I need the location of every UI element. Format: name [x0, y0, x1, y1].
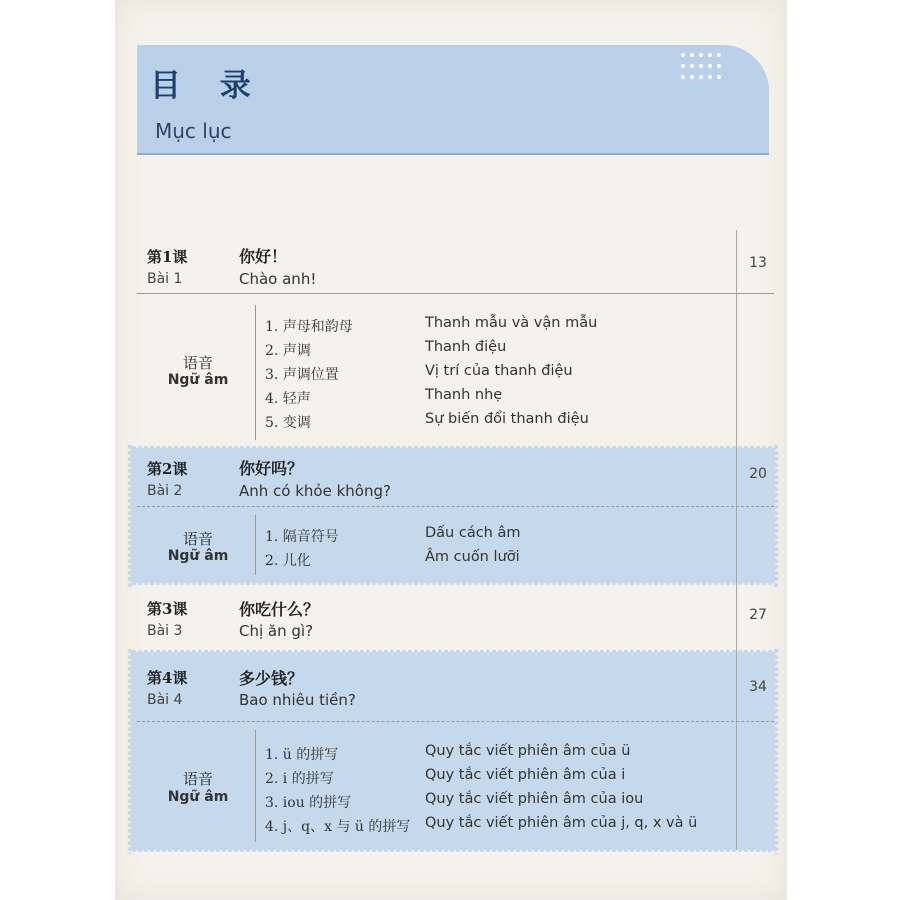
lesson-title-vietnamese: Chị ăn gì?	[239, 622, 314, 640]
lesson-title-vietnamese: Chào anh!	[239, 270, 317, 288]
row-divider	[137, 506, 774, 507]
band-edge	[131, 649, 775, 654]
section-divider	[255, 515, 256, 575]
lesson-number-vietnamese: Bài 3	[147, 623, 183, 639]
lesson-title-chinese: 多少钱？	[239, 669, 304, 688]
toc-item-vietnamese: Thanh nhẹ	[425, 387, 503, 403]
lesson-number-chinese: 第3课	[147, 600, 188, 618]
page-title-vietnamese: Mục lục	[155, 119, 232, 143]
lesson-number-vietnamese: Bài 1	[147, 271, 183, 287]
toc-item-chinese: 3. 声调位置	[265, 367, 339, 383]
section-label-chinese: 语音	[182, 530, 213, 548]
toc-item-chinese: 1. ü 的拼写	[265, 747, 339, 763]
lesson-title-vietnamese: Anh có khỏe không?	[239, 482, 391, 500]
lesson-number-vietnamese: Bài 4	[147, 692, 183, 708]
toc-item-chinese: 1. 隔音符号	[265, 529, 339, 545]
toc-item-vietnamese: Quy tắc viết phiên âm của j, q, x và ü	[425, 815, 698, 831]
lesson-title-chinese: 你好吗？	[239, 459, 304, 478]
toc-item-chinese: 4. j、q、x 与 ü 的拼写	[265, 819, 411, 835]
section-label-vietnamese: Ngữ âm	[167, 372, 229, 388]
toc-item-chinese: 5. 变调	[265, 415, 311, 431]
page-number: 20	[749, 466, 767, 482]
page-column-divider	[736, 230, 737, 850]
toc-item-chinese: 4. 轻声	[265, 391, 311, 407]
section-label-vietnamese: Ngữ âm	[167, 789, 229, 805]
band-edge	[131, 847, 775, 852]
toc-item-chinese: 3. iou 的拼写	[265, 795, 352, 811]
page-number: 13	[749, 255, 767, 271]
section-divider	[255, 305, 256, 440]
toc-item-vietnamese: Sự biến đổi thanh điệu	[425, 411, 589, 427]
toc-item-chinese: 2. 儿化	[265, 553, 311, 569]
page-number: 27	[749, 607, 767, 623]
toc-item-vietnamese: Vị trí của thanh điệu	[425, 363, 573, 379]
band-edge	[131, 445, 775, 450]
toc-item-vietnamese: Âm cuốn lưỡi	[425, 549, 520, 565]
dot-grid-decoration	[678, 50, 724, 82]
lesson-title-chinese: 你好！	[239, 247, 288, 266]
toc-item-chinese: 2. 声调	[265, 343, 311, 359]
toc-item-vietnamese: Thanh điệu	[425, 339, 507, 355]
section-label-chinese: 语音	[182, 770, 213, 788]
lesson-number-chinese: 第4课	[147, 669, 188, 687]
toc-item-vietnamese: Dấu cách âm	[425, 525, 521, 541]
section-label-chinese: 语音	[182, 354, 213, 372]
lesson-number-vietnamese: Bài 2	[147, 483, 183, 499]
toc-item-vietnamese: Thanh mẫu và vận mẫu	[425, 315, 598, 331]
row-divider	[137, 293, 774, 294]
toc-item-vietnamese: Quy tắc viết phiên âm của iou	[425, 791, 644, 807]
toc-item-vietnamese: Quy tắc viết phiên âm của i	[425, 767, 626, 783]
row-divider	[137, 721, 774, 722]
lesson-title-vietnamese: Bao nhiêu tiền?	[239, 691, 356, 709]
lesson-number-chinese: 第2课	[147, 460, 188, 478]
lesson-number-chinese: 第1课	[147, 248, 188, 266]
page-number: 34	[749, 679, 767, 695]
lesson-title-chinese: 你吃什么？	[239, 600, 320, 619]
page-title-chinese: 目 录	[150, 68, 265, 104]
section-label-vietnamese: Ngữ âm	[167, 548, 229, 564]
toc-item-chinese: 1. 声母和韵母	[265, 319, 353, 335]
toc-item-vietnamese: Quy tắc viết phiên âm của ü	[425, 743, 631, 759]
band-edge	[131, 580, 775, 585]
toc-item-chinese: 2. i 的拼写	[265, 771, 334, 787]
section-divider	[255, 730, 256, 842]
